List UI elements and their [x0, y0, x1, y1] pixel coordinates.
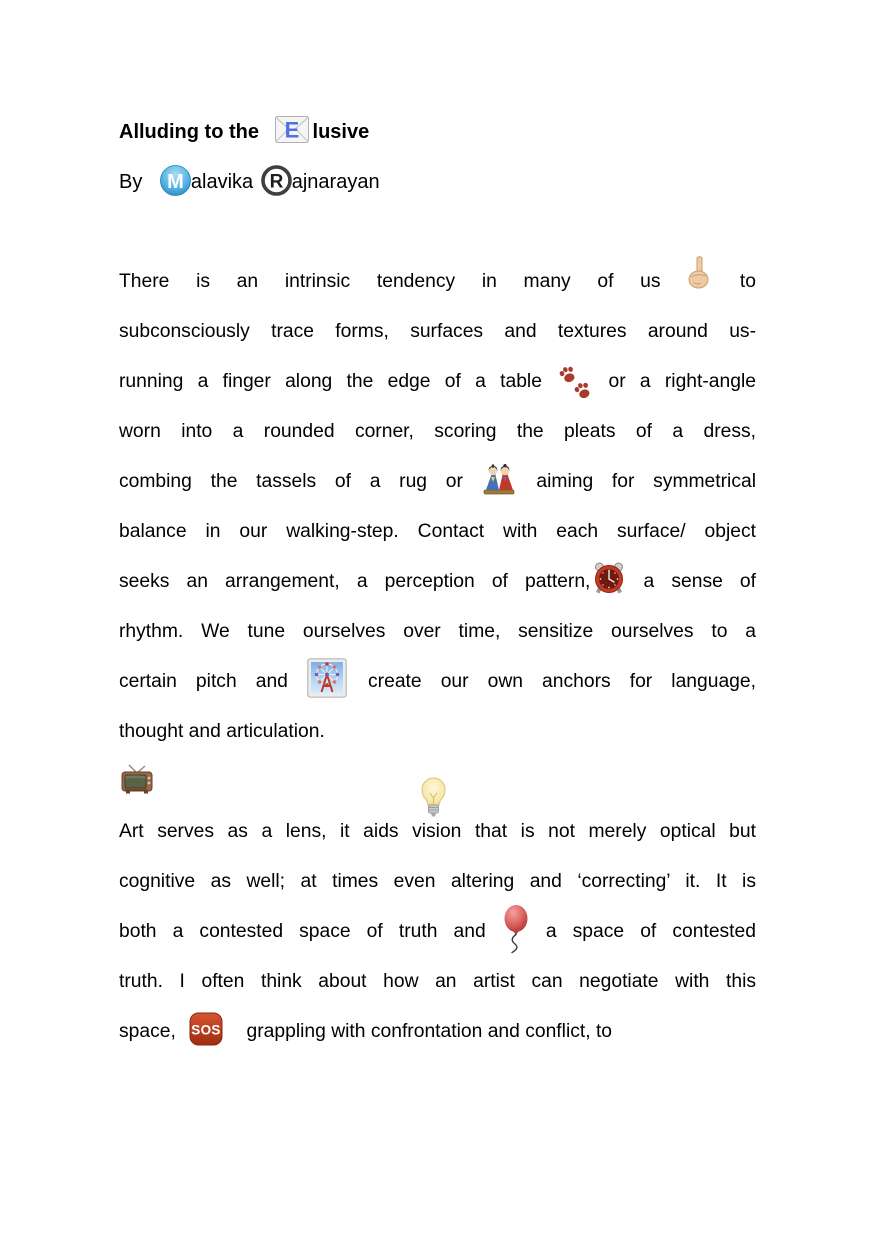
text-run: seeks an arrangement, a perception of pattern,	[119, 571, 591, 592]
text-run: subconsciously trace forms, surfaces and textures around us-	[119, 321, 756, 342]
emoji-break-line	[119, 757, 756, 807]
text-line	[119, 407, 756, 457]
title-text-run: lusive	[312, 121, 370, 143]
text-line	[119, 257, 756, 307]
text-run: rhythm. We tune ourselves over time, sensitize ourselves to a	[119, 621, 756, 642]
text-run: grappling with confrontation and conflict, to	[241, 1021, 613, 1042]
r-letter: R	[269, 171, 284, 193]
text-run: running a finger along the edge of a table	[119, 371, 557, 392]
text-run: certain pitch and	[119, 671, 307, 692]
sos-label: SOS	[191, 1022, 221, 1038]
text-line	[119, 857, 756, 907]
text-line	[119, 457, 756, 507]
article	[119, 107, 756, 1057]
balloon-icon	[502, 919, 530, 937]
text-line	[119, 907, 756, 957]
m-letter: M	[167, 171, 184, 193]
light-bulb-icon	[420, 777, 447, 819]
circled-r-icon	[261, 170, 292, 193]
text-run: combing the tassels of a rug or	[119, 471, 482, 492]
text-run: There is an intrinsic tendency in many of us	[119, 271, 688, 292]
text-line	[119, 957, 756, 1007]
title-text-run: Alluding to the	[119, 121, 265, 143]
text-run: truth. I often think about how an artist can negotiate with this	[119, 971, 756, 992]
text-line	[119, 707, 756, 757]
text-line	[119, 657, 756, 707]
ferris-wheel-icon	[307, 669, 349, 687]
text-line	[119, 307, 756, 357]
circled-m-icon	[160, 170, 191, 193]
sos-icon	[189, 1019, 223, 1037]
paw-prints-icon	[556, 369, 594, 387]
text-run: Art serves as a lens, it aids vision that is not merely optical but	[119, 821, 756, 842]
alarm-clock-icon	[592, 569, 626, 587]
text-run: create our own anchors for language,	[348, 671, 756, 692]
text-run: a sense of	[626, 571, 756, 592]
byline-text-run: alavika	[190, 171, 259, 193]
text-run: thought and articulation.	[119, 721, 325, 742]
text-run: aiming for symmetrical	[517, 471, 756, 492]
email-icon	[275, 117, 311, 143]
text-line	[119, 1007, 756, 1057]
text-run: worn into a rounded corner, scoring the pleats of a dress,	[119, 421, 756, 442]
text-line	[119, 557, 756, 607]
text-run: both a contested space of truth and	[119, 921, 502, 942]
byline-text-run: ajnarayan	[291, 171, 380, 193]
text-run: space,	[119, 1021, 182, 1042]
blank-line	[119, 207, 756, 257]
text-run: a space of contested	[529, 921, 756, 942]
japanese-dolls-icon	[482, 469, 518, 487]
index-pointing-up-icon	[687, 269, 713, 287]
text-run: balance in our walking-step. Contact with each surface/ object	[119, 521, 756, 542]
email-letter: E	[284, 117, 299, 143]
byline	[119, 157, 756, 207]
page-title	[119, 107, 756, 157]
tv-icon	[120, 764, 154, 794]
text-run: to	[713, 271, 756, 292]
text-line	[119, 357, 756, 407]
byline-text-run: By	[119, 171, 148, 193]
text-run: or a right-angle	[594, 371, 756, 392]
text-run: cognitive as well; at times even altering and ‘correcting’ it. It is	[119, 871, 756, 892]
text-line	[119, 607, 756, 657]
text-line	[119, 507, 756, 557]
